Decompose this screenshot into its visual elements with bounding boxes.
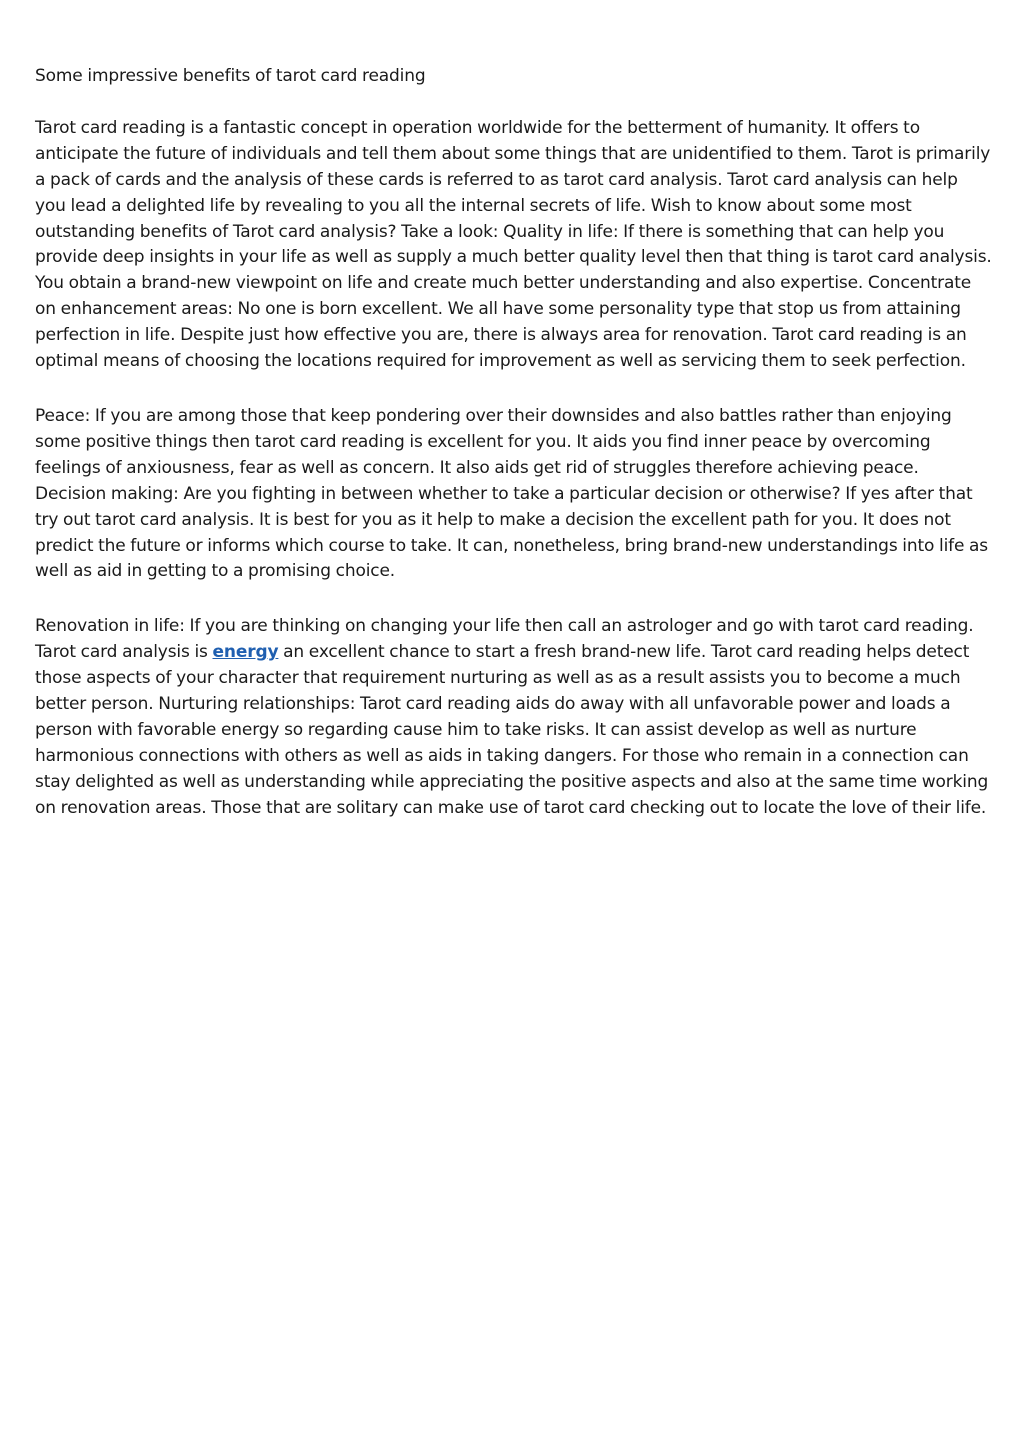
energy-link[interactable]: energy	[212, 642, 279, 663]
paragraph-peace: Peace: If you are among those that keep pondering over their downsides and also battles rather than enjoying some positive things then tarot card reading is excellent for you. It aids you find inner peace by overcoming feelings of anxiousness, fear as well as concern. It also aids get rid of struggles therefore achieving peace. Decision making: Are you fighting in between whether to take a particular decision or otherwise? If yes after that try out tarot card analysis. It is best for you as it help to make a decision the excellent path for you. It does not predict the future or informs which course to take. It can, nonetheless, bring brand-new understandings into life as well as aid in getting to a promising choice.	[35, 405, 989, 582]
paragraph-renovation-text-before: Renovation in life: If you are thinking on changing your life then call an astrologer and go with tarot card reading. Tarot card analysis is	[35, 616, 974, 663]
paragraph-intro: Tarot card reading is a fantastic concept in operation worldwide for the betterment of humanity. It offers to anticipate the future of individuals and tell them about some things that are unidentified to them. Tarot is primarily a pack of cards and the analysis of these cards is referred to as tarot card analysis. Tarot card analysis can help you lead a delighted life by revealing to you all the internal secrets of life. Wish to know about some most outstanding benefits of Tarot card analysis? Take a look: Quality in life: If there is something that can help you provide deep insights in your life as well as supply a much better quality level then that thing is tarot card analysis. You obtain a brand-new viewpoint on life and create much better understanding and also expertise. Concentrate on enhancement areas: No one is born excellent. We all have some personality type that stop us from attaining perfection in life. Despite just how effective you are, there is always area for renovation. Tarot card reading is an optimal means of choosing the locations required for improvement as well as servicing them to seek perfection.	[35, 117, 992, 372]
document-page	[35, 64, 993, 851]
paragraph-renovation	[35, 614, 993, 821]
document-title: Some impressive benefits of tarot card reading	[35, 66, 426, 86]
paragraph-renovation-text-after: an excellent chance to start a fresh brand-new life. Tarot card reading helps detect those aspects of your character that requirement nurturing as well as as a result assists you to become a much better person. Nurturing relationships: Tarot card reading aids do away with all unfavorable power and loads a person with favorable energy so regarding cause him to take risks. It can assist develop as well as nurture harmonious connections with others as well as aids in taking dangers. For those who remain in a connection can stay delighted as well as understanding while appreciating the positive aspects and also at the same time working on renovation areas. Those that are solitary can make use of tarot card checking out to locate the love of their life.	[35, 642, 989, 818]
